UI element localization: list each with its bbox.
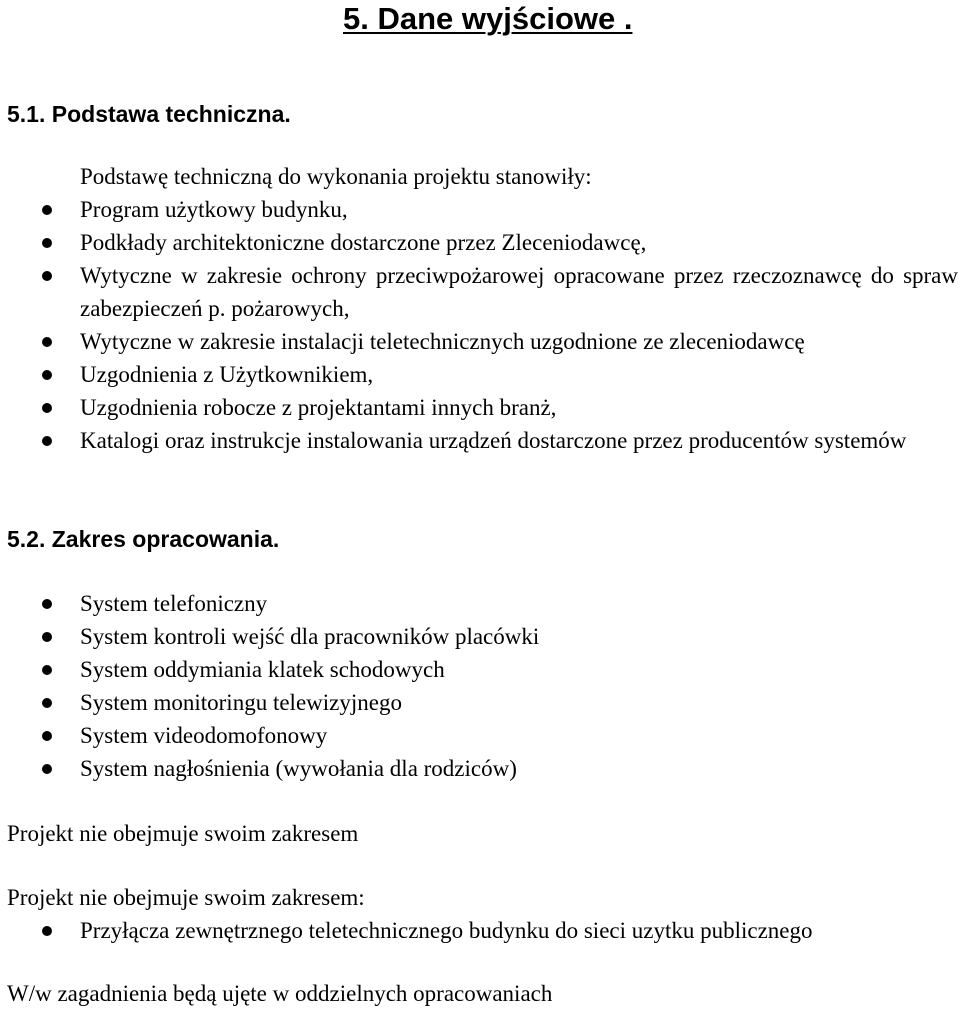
list-item-text: Podkłady architektoniczne dostarczone przez Zleceniodawcę, [80, 230, 647, 255]
bullet-icon [42, 599, 52, 609]
bullet-icon [42, 436, 52, 446]
bullet-icon [42, 731, 52, 741]
bullet-icon [42, 403, 52, 413]
list-item-text: Uzgodnienia z Użytkownikiem, [80, 362, 374, 387]
bullet-icon [42, 764, 52, 774]
basis-list [0, 193, 960, 457]
bullet-icon [42, 271, 52, 281]
exclusion-list [0, 914, 960, 947]
page-title: 5. Dane wyjściowe . [343, 1, 633, 36]
list-item-text: System nagłośnienia (wywołania dla rodziców) [80, 756, 517, 781]
scope-list [0, 587, 960, 785]
list-item-text: System oddymiania klatek schodowych [80, 657, 445, 682]
list-item [0, 193, 960, 226]
list-item [0, 752, 960, 785]
list-item [0, 259, 960, 325]
list-item-text: Wytyczne w zakresie instalacji teletechnicznych uzgodnione ze zleceniodawcę [80, 329, 805, 354]
exclusion-line-with-colon: Projekt nie obejmuje swoim zakresem: [7, 885, 365, 910]
bullet-icon [42, 926, 52, 936]
section-heading-basis: 5.1. Podstawa techniczna. [7, 101, 291, 127]
list-item-text: System telefoniczny [80, 591, 268, 616]
bullet-icon [42, 337, 52, 347]
bullet-icon [42, 238, 52, 248]
list-item-text: Program użytkowy budynku, [80, 197, 348, 222]
bullet-icon [42, 370, 52, 380]
list-item [0, 325, 960, 358]
list-item-text: System monitoringu telewizyjnego [80, 690, 402, 715]
list-item-text: Przyłącza zewnętrznego teletechnicznego budynku do sieci uzytku publicznego [80, 918, 813, 943]
list-item [0, 358, 960, 391]
list-item [0, 686, 960, 719]
list-item [0, 226, 960, 259]
list-item-text: Katalogi oraz instrukcje instalowania urządzeń dostarczone przez producentów systemów [80, 428, 907, 453]
section-intro: Podstawę techniczną do wykonania projektu stanowiły: [80, 164, 592, 189]
list-item [0, 587, 960, 620]
footer-note: W/w zagadnienia będą ujęte w oddzielnych opracowaniach [7, 981, 553, 1006]
list-item-text: System videodomofonowy [80, 723, 328, 748]
list-item [0, 424, 960, 457]
list-item [0, 719, 960, 752]
list-item [0, 653, 960, 686]
list-item [0, 914, 960, 947]
bullet-icon [42, 632, 52, 642]
list-item [0, 391, 960, 424]
section-heading-scope: 5.2. Zakres opracowania. [7, 526, 280, 552]
bullet-icon [42, 698, 52, 708]
list-item-text: System kontroli wejść dla pracowników placówki [80, 624, 540, 649]
bullet-icon [42, 665, 52, 675]
list-item [0, 620, 960, 653]
list-item-text: Wytyczne w zakresie ochrony przeciwpożarowej opracowane przez rzeczoznawcę do spraw zabezpieczeń p. pożarowych, [80, 263, 958, 321]
exclusion-line: Projekt nie obejmuje swoim zakresem [7, 821, 359, 846]
list-item-text: Uzgodnienia robocze z projektantami innych branż, [80, 395, 557, 420]
bullet-icon [42, 205, 52, 215]
